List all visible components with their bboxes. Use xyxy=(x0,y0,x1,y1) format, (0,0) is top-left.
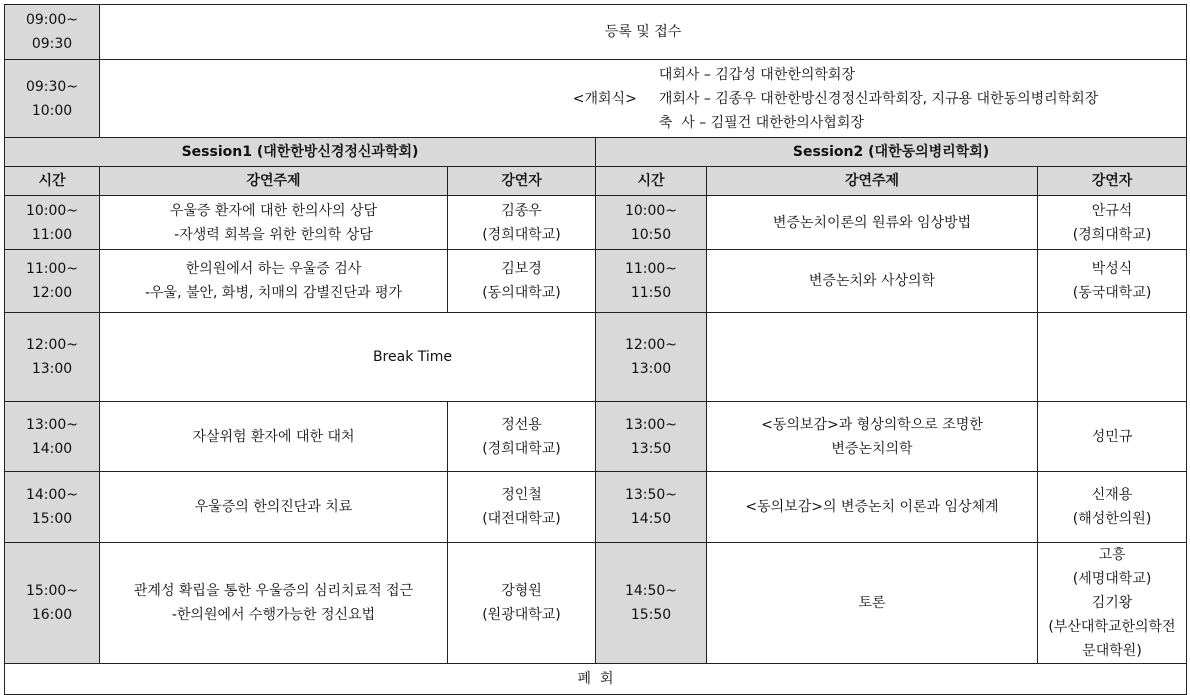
time-start: 14:50~ xyxy=(624,583,678,599)
time-end: 12:00 xyxy=(31,285,73,301)
time-cell xyxy=(596,402,707,472)
time-start: 12:00~ xyxy=(624,337,678,353)
time-cell xyxy=(5,250,100,313)
time-cell xyxy=(5,402,100,472)
speaker-affiliation: (경희대학교) xyxy=(482,226,561,243)
speaker-cell xyxy=(1038,543,1187,664)
time-start: 09:30~ xyxy=(25,78,79,95)
topic-cell xyxy=(707,472,1038,543)
time-start: 15:00~ xyxy=(25,583,79,599)
table-row xyxy=(5,402,1187,472)
speaker-cell xyxy=(448,402,596,472)
speaker-cell xyxy=(1038,196,1187,250)
time-start: 11:00~ xyxy=(624,261,678,277)
closing-row xyxy=(5,664,1187,695)
topic-line: 자살위험 환자에 대한 대처 xyxy=(192,428,355,445)
time-start: 10:00~ xyxy=(624,202,678,219)
time-end: 13:50 xyxy=(630,440,672,457)
speaker-name: 김기왕 xyxy=(1091,595,1133,611)
speaker-affiliation: (해성한의원) xyxy=(1072,511,1152,527)
time-cell xyxy=(596,543,707,664)
table-row xyxy=(5,472,1187,543)
time-end: 09:30 xyxy=(31,36,73,52)
speaker-cell xyxy=(1038,402,1187,472)
topic-cell xyxy=(100,196,448,250)
speaker-name: 박성식 xyxy=(1091,261,1133,277)
table-row xyxy=(5,543,1187,664)
time-end: 14:00 xyxy=(31,440,73,457)
speaker-name: 성민규 xyxy=(1091,428,1133,445)
topic-cell xyxy=(100,250,448,313)
time-cell xyxy=(5,60,100,138)
time-end: 10:50 xyxy=(630,226,672,243)
speaker-cell xyxy=(448,472,596,543)
ceremony-line: 축 사 – 김필건 대한한의사협회장 xyxy=(658,114,864,131)
time-end: 13:00 xyxy=(630,361,672,377)
closing-cell: 폐 회 xyxy=(5,664,1187,695)
time-cell xyxy=(596,472,707,543)
speaker-cell xyxy=(1038,313,1187,402)
topic-cell xyxy=(707,250,1038,313)
time-start: 12:00~ xyxy=(25,337,79,353)
time-end: 14:50 xyxy=(630,511,672,527)
topic-cell xyxy=(100,543,448,664)
speaker-cell xyxy=(448,543,596,664)
col-header-time: 시간 xyxy=(596,167,707,196)
registration-cell xyxy=(100,5,1187,60)
ceremony-tag: <개회식> xyxy=(572,90,637,107)
ceremony-line: 개회사 – 김종우 대한한방신경정신과학회장, 지규용 대한동의병리학회장 xyxy=(658,90,1099,107)
time-start: 13:00~ xyxy=(624,416,678,433)
col-header-topic: 강연주제 xyxy=(707,167,1038,196)
speaker-name: 강형원 xyxy=(501,583,542,599)
break-label: Break Time xyxy=(372,349,453,365)
topic-line: 우울증의 한의진단과 치료 xyxy=(194,499,353,515)
topic-cell xyxy=(707,402,1038,472)
session2-header: Session2 (대한동의병리학회) xyxy=(596,138,1187,167)
speaker-name: 정선용 xyxy=(501,416,542,433)
topic-cell xyxy=(100,472,448,543)
topic-line: 변증논치이론의 원류와 임상방법 xyxy=(772,214,972,231)
topic-line: 관계성 확립을 통한 우울증의 심리치료적 접근 xyxy=(133,583,414,599)
speaker-name: 신재용 xyxy=(1091,487,1133,503)
speaker-affiliation: (세명대학교) xyxy=(1072,571,1152,587)
time-cell xyxy=(5,196,100,250)
table-row xyxy=(5,313,1187,402)
topic-line: -자생력 회복을 위한 한의학 상담 xyxy=(174,226,373,243)
session-header-row xyxy=(5,138,1187,167)
time-cell xyxy=(5,5,100,60)
topic-line: -우울, 불안, 화병, 치매의 감별진단과 평가 xyxy=(144,285,403,301)
topic-line: 변증논치의학 xyxy=(831,440,913,457)
time-end: 11:50 xyxy=(630,285,672,301)
table-row xyxy=(5,250,1187,313)
speaker-affiliation: (동의대학교) xyxy=(482,285,561,301)
time-end: 13:00 xyxy=(31,361,73,377)
topic-cell xyxy=(707,196,1038,250)
speaker-affiliation: (경희대학교) xyxy=(482,440,561,457)
ceremony-line: 대회사 – 김갑성 대한한의학회장 xyxy=(658,66,855,83)
topic-cell xyxy=(100,402,448,472)
time-start: 10:00~ xyxy=(25,202,79,219)
topic-line: -한의원에서 수행가능한 정신요법 xyxy=(171,607,376,623)
time-cell xyxy=(596,313,707,402)
time-cell xyxy=(5,543,100,664)
topic-line: <동의보감>과 형상의학으로 조명한 xyxy=(761,416,983,433)
time-cell xyxy=(5,472,100,543)
speaker-affiliation: (원광대학교) xyxy=(482,607,561,623)
time-cell xyxy=(596,250,707,313)
speaker-cell xyxy=(1038,250,1187,313)
topic-cell xyxy=(707,543,1038,664)
speaker-affiliation: 문대학원) xyxy=(1082,643,1142,659)
topic-line: 한의원에서 하는 우울증 검사 xyxy=(185,261,362,277)
speaker-name: 김보경 xyxy=(501,261,542,277)
time-end: 10:00 xyxy=(31,102,73,119)
table-row xyxy=(5,196,1187,250)
schedule-table xyxy=(4,4,1187,695)
topic-line: <동의보감>의 변증논치 이론과 임상체계 xyxy=(745,499,999,515)
ceremony-row xyxy=(5,60,1187,138)
time-start: 11:00~ xyxy=(25,261,79,277)
ceremony-cell xyxy=(100,60,1187,138)
topic-line: 변증논치와 사상의학 xyxy=(808,273,936,289)
time-cell xyxy=(596,196,707,250)
speaker-name: 고흥 xyxy=(1098,547,1126,563)
time-start: 13:00~ xyxy=(25,416,79,433)
col-header-speaker: 강연자 xyxy=(1038,167,1187,196)
time-end: 15:00 xyxy=(31,511,73,527)
speaker-name: 안규석 xyxy=(1091,202,1133,219)
col-header-time: 시간 xyxy=(5,167,100,196)
time-start: 13:50~ xyxy=(624,487,678,503)
speaker-cell xyxy=(448,250,596,313)
speaker-affiliation: (부산대학교한의학전 xyxy=(1048,619,1176,635)
topic-line: 우울증 환자에 대한 한의사의 상담 xyxy=(169,202,378,219)
registration-text: 등록 및 접수 xyxy=(604,24,682,40)
time-start: 14:00~ xyxy=(25,487,79,503)
speaker-cell xyxy=(448,196,596,250)
time-start: 09:00~ xyxy=(25,12,79,28)
speaker-affiliation: (동국대학교) xyxy=(1072,285,1152,301)
registration-row xyxy=(5,5,1187,60)
time-end: 11:00 xyxy=(31,226,73,243)
topic-cell xyxy=(707,313,1038,402)
column-header-row xyxy=(5,167,1187,196)
speaker-affiliation: (대전대학교) xyxy=(482,511,561,527)
time-end: 16:00 xyxy=(31,607,73,623)
topic-line: 토론 xyxy=(858,595,886,611)
speaker-cell xyxy=(1038,472,1187,543)
session1-header: Session1 (대한한방신경정신과학회) xyxy=(5,138,596,167)
speaker-name: 김종우 xyxy=(501,202,542,219)
time-end: 15:50 xyxy=(630,607,672,623)
speaker-name: 정인철 xyxy=(501,487,542,503)
col-header-speaker: 강연자 xyxy=(448,167,596,196)
col-header-topic: 강연주제 xyxy=(100,167,448,196)
time-cell xyxy=(5,313,100,402)
speaker-affiliation: (경희대학교) xyxy=(1072,226,1152,243)
break-cell xyxy=(100,313,596,402)
